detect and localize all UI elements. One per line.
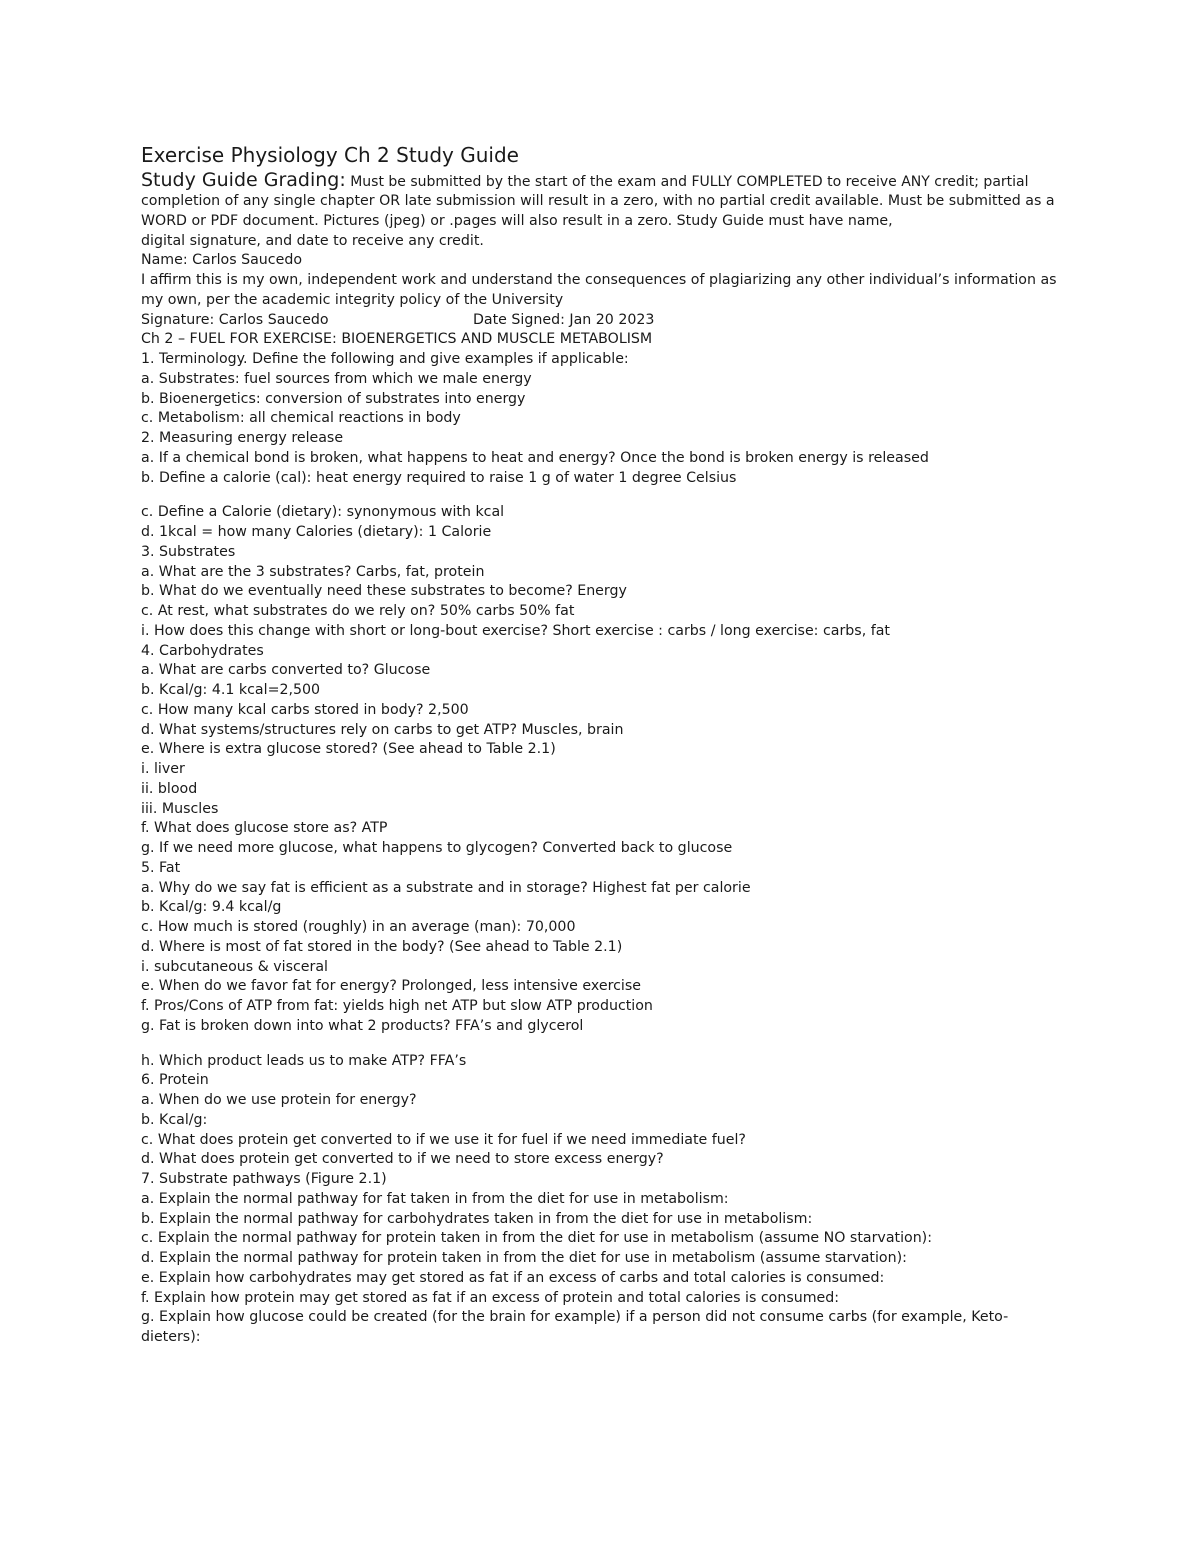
question-line: 1. Terminology. Define the following and give examples if applicable: <box>141 351 629 367</box>
question-line: a. Explain the normal pathway for fat taken in from the diet for use in metabolism: <box>141 1190 729 1207</box>
question-line: h. Which product leads us to make ATP? FFA’s <box>141 1052 467 1069</box>
question-line: e. Explain how carbohydrates may get stored as fat if an excess of carbs and total calories is consumed: <box>141 1269 885 1286</box>
question-line: a. What are carbs converted to? Glucose <box>141 662 431 679</box>
question-line: a. Substrates: fuel sources from which we male energy <box>141 370 532 387</box>
document-title: Exercise Physiology Ch 2 Study Guide <box>141 143 519 167</box>
question-line: e. Where is extra glucose stored? (See ahead to Table 2.1) <box>141 741 556 758</box>
date-signed-text: Date Signed: Jan 20 2023 <box>473 311 655 328</box>
question-line: g. Fat is broken down into what 2 products? FFA’s and glycerol <box>141 1017 584 1034</box>
question-line: a. When do we use protein for energy? <box>141 1092 417 1108</box>
questions-block-2 <box>141 503 1061 1036</box>
question-line: 2. Measuring energy release <box>141 430 344 446</box>
question-line: d. What does protein get converted to if we need to store excess energy? <box>141 1151 664 1168</box>
question-line: c. How many kcal carbs stored in body? 2,500 <box>141 701 469 718</box>
intro-line: I affirm this is my own, independent work and understand the consequences of plagiarizing any other individual’s information as my own, per the academic integrity policy of the University <box>141 272 1062 308</box>
grading-paragraph <box>141 168 1061 192</box>
grading-label: Study Guide Grading: <box>141 169 346 191</box>
question-line: b. Kcal/g: 9.4 kcal/g <box>141 899 282 916</box>
intro-section <box>141 192 1061 311</box>
question-line: i. How does this change with short or long-bout exercise? Short exercise : carbs / long exercise: carbs, fat <box>141 622 890 639</box>
question-line: i. liver <box>141 761 185 777</box>
intro-line: completion of any single chapter OR late submission will result in a zero, with no partial credit available. Must be submitted as a WORD or PDF document. Pictures (jpeg) or .pages will also result in a zero. Study Guide must have name, <box>141 193 1060 229</box>
question-line: iii. Muscles <box>141 800 219 817</box>
question-line: e. When do we favor fat for energy? Prolonged, less intensive exercise <box>141 978 641 995</box>
question-line: 7. Substrate pathways (Figure 2.1) <box>141 1171 387 1187</box>
question-line: a. If a chemical bond is broken, what happens to heat and energy? Once the bond is broken energy is released <box>141 449 929 466</box>
questions-block-1 <box>141 330 1061 488</box>
question-line: g. Explain how glucose could be created (for the brain for example) if a person did not consume carbs (for example, Keto-dieters): <box>141 1309 1009 1345</box>
question-line: i. subcutaneous & visceral <box>141 958 328 975</box>
question-line: 5. Fat <box>141 859 181 876</box>
spacer <box>141 488 1061 503</box>
question-line: d. What systems/structures rely on carbs to get ATP? Muscles, brain <box>141 721 624 738</box>
spacer <box>141 1037 1061 1052</box>
intro-line: digital signature, and date to receive any credit. <box>141 232 484 249</box>
signature-row <box>141 311 1061 331</box>
question-line: f. Explain how protein may get stored as fat if an excess of protein and total calories is consumed: <box>141 1289 840 1306</box>
question-line: b. Kcal/g: 4.1 kcal=2,500 <box>141 682 321 698</box>
question-line: ii. blood <box>141 780 198 797</box>
question-line: 6. Protein <box>141 1072 209 1089</box>
question-line: d. Where is most of fat stored in the body? (See ahead to Table 2.1) <box>141 938 623 955</box>
question-line: 4. Carbohydrates <box>141 642 264 659</box>
question-line: b. Define a calorie (cal): heat energy required to raise 1 g of water 1 degree Celsius <box>141 469 737 486</box>
question-line: 3. Substrates <box>141 543 236 560</box>
grading-text: Must be submitted by the start of the exam and FULLY COMPLETED to receive ANY credit; partial <box>345 174 1029 190</box>
question-line: c. What does protein get converted to if we use it for fuel if we need immediate fuel? <box>141 1131 746 1148</box>
question-line: g. If we need more glucose, what happens to glycogen? Converted back to glucose <box>141 840 733 856</box>
question-line: b. Explain the normal pathway for carbohydrates taken in from the diet for use in metabolism: <box>141 1210 813 1227</box>
question-line: c. At rest, what substrates do we rely on? 50% carbs 50% fat <box>141 603 575 619</box>
question-line: f. What does glucose store as? ATP <box>141 820 388 837</box>
question-line: c. How much is stored (roughly) in an average (man): 70,000 <box>141 919 576 935</box>
question-line: c. Metabolism: all chemical reactions in body <box>141 410 461 427</box>
question-line: a. What are the 3 substrates? Carbs, fat, protein <box>141 563 485 580</box>
question-line: a. Why do we say fat is efficient as a substrate and in storage? Highest fat per calorie <box>141 879 751 896</box>
questions-block-3 <box>141 1052 1061 1348</box>
question-line: b. What do we eventually need these substrates to become? Energy <box>141 583 627 600</box>
question-line: b. Kcal/g: <box>141 1111 208 1128</box>
question-line: c. Define a Calorie (dietary): synonymous with kcal <box>141 504 505 521</box>
intro-line: Name: Carlos Saucedo <box>141 252 303 269</box>
question-line: f. Pros/Cons of ATP from fat: yields high net ATP but slow ATP production <box>141 998 653 1014</box>
signature-text: Signature: Carlos Saucedo <box>141 311 329 328</box>
question-line: Ch 2 – FUEL FOR EXERCISE: BIOENERGETICS AND MUSCLE METABOLISM <box>141 331 653 348</box>
document-page <box>141 142 1061 1348</box>
question-line: c. Explain the normal pathway for protein taken in from the diet for use in metabolism (assume NO starvation): <box>141 1230 933 1247</box>
question-line: d. 1kcal = how many Calories (dietary): 1 Calorie <box>141 524 492 540</box>
question-line: d. Explain the normal pathway for protein taken in from the diet for use in metabolism (assume starvation): <box>141 1250 907 1266</box>
question-line: b. Bioenergetics: conversion of substrates into energy <box>141 390 526 407</box>
